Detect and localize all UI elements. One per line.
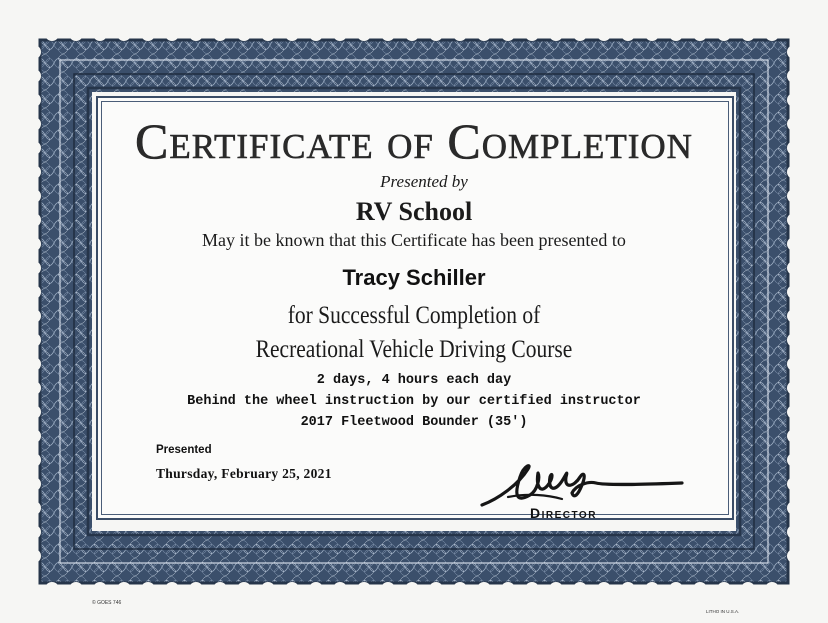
success-line: for Successful Completion of (287, 302, 541, 329)
litho-mark: LITHO IN U.S.A. (706, 609, 740, 614)
recipient-name: Tracy Schiller (342, 265, 486, 290)
course-name: Recreational Vehicle Driving Course (255, 336, 573, 363)
presented-date: Thursday, February 25, 2021 (156, 466, 332, 481)
school-name: RV School (355, 197, 473, 226)
form-code: © GOES 746 (92, 600, 122, 606)
certificate-title: Certificate of Completion (135, 113, 693, 169)
known-statement: May it be known that this Certificate has been presented to (202, 230, 626, 250)
course-detail-duration: 2 days, 4 hours each day (316, 373, 512, 388)
signer-title: Director (530, 505, 597, 521)
presented-label: Presented (156, 444, 212, 456)
course-detail-instruction: Behind the wheel instruction by our certified instructor (187, 394, 641, 409)
presented-by-label: Presented by (380, 172, 468, 191)
course-detail-vehicle: 2017 Fleetwood Bounder (35') (300, 415, 528, 430)
